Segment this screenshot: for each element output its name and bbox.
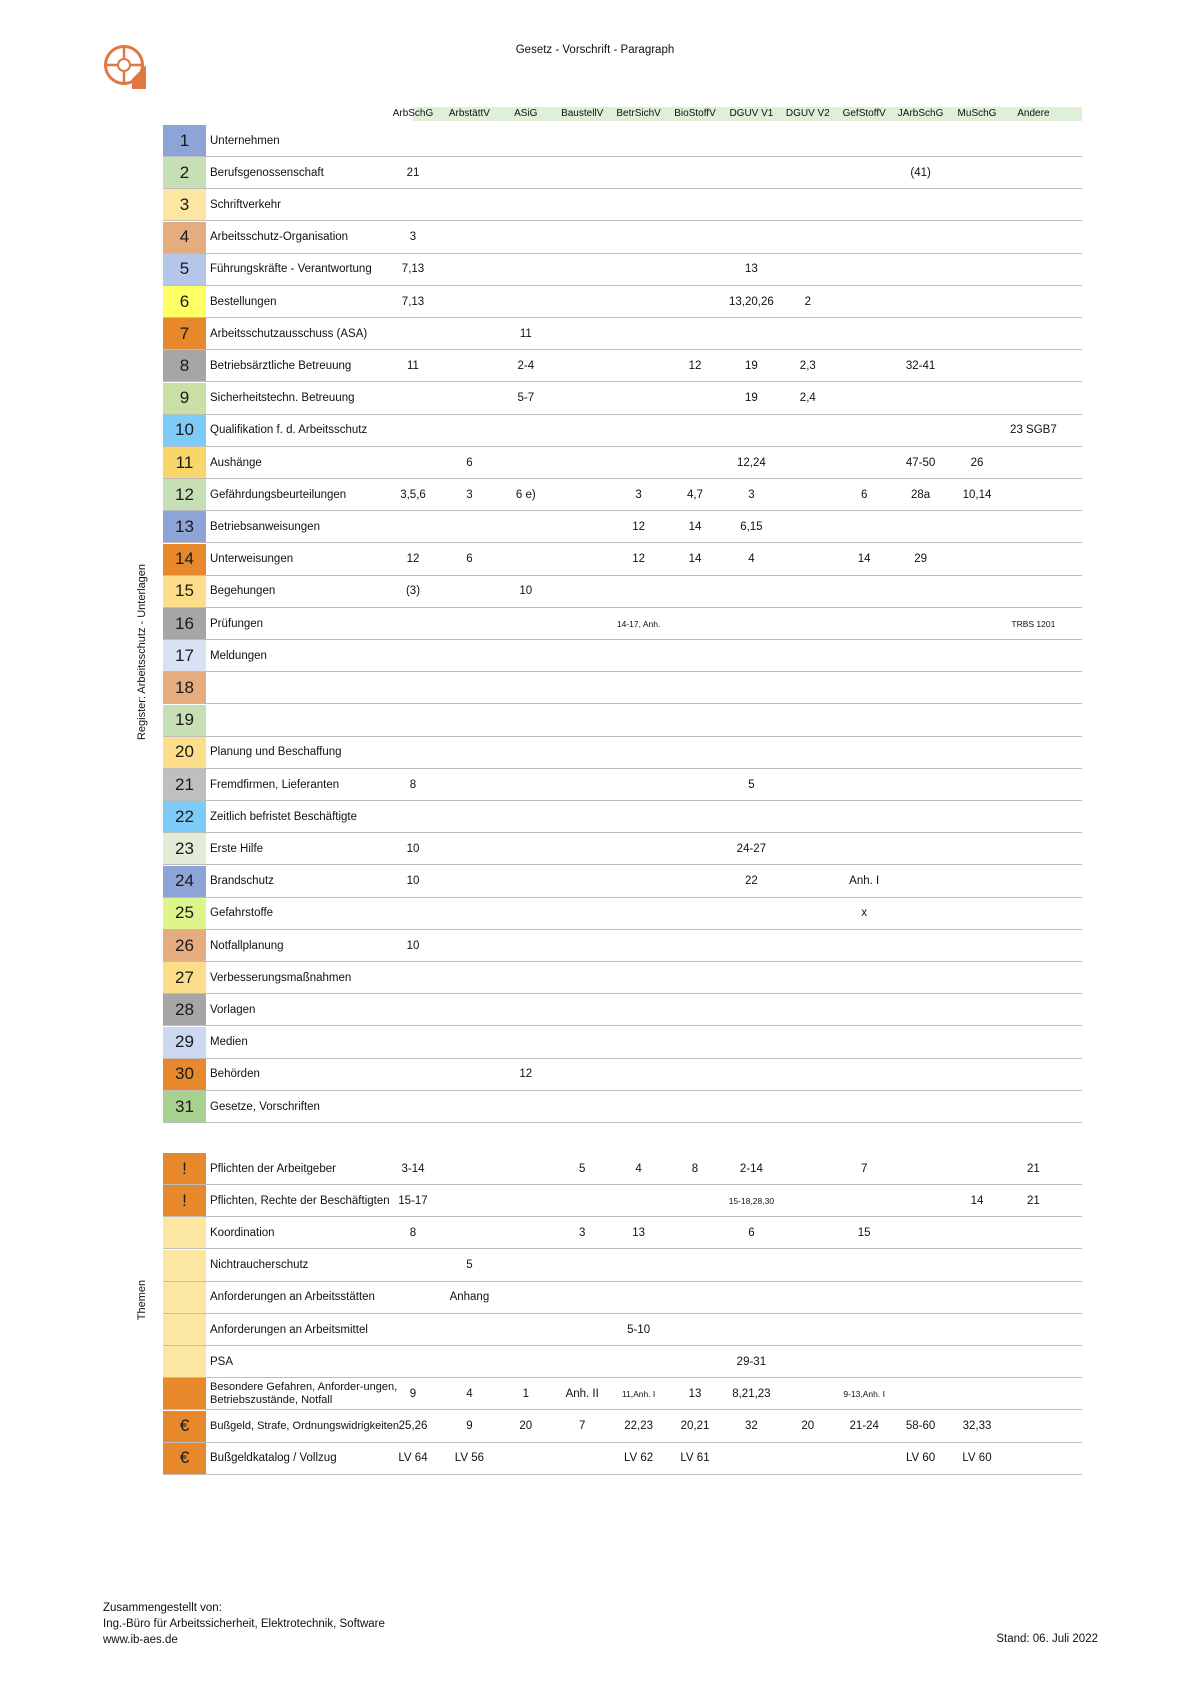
paragraph-cell: 2 xyxy=(804,295,811,308)
row-number-badge: 3 xyxy=(163,189,206,220)
row-number-badge: 6 xyxy=(163,286,206,317)
row-label: Koordination xyxy=(210,1226,275,1239)
paragraph-cell: 24-27 xyxy=(736,842,767,855)
paragraph-cell: 5-7 xyxy=(517,392,535,405)
table-row xyxy=(163,1027,1082,1059)
paragraph-cell: 6 xyxy=(466,553,473,566)
table-row xyxy=(163,898,1082,930)
paragraph-cell: 21 xyxy=(1026,1162,1040,1175)
row-number-badge: ! xyxy=(163,1185,206,1216)
table-row xyxy=(163,737,1082,769)
row-label: Gefährdungsbeurteilungen xyxy=(210,488,347,501)
paragraph-cell: 12 xyxy=(406,553,420,566)
row-label: Bestellungen xyxy=(210,295,277,308)
row-label: Prüfungen xyxy=(210,617,264,630)
paragraph-cell: 20,21 xyxy=(680,1420,710,1433)
table-row xyxy=(163,1282,1082,1314)
page-title: Gesetz - Vorschrift - Paragraph xyxy=(515,44,675,56)
table-row xyxy=(163,383,1082,415)
paragraph-cell: 22 xyxy=(744,875,758,888)
row-label: PSA xyxy=(210,1355,234,1368)
paragraph-cell: 12 xyxy=(632,520,645,533)
column-header: BetrSichV xyxy=(616,108,661,119)
table-row xyxy=(163,994,1082,1026)
table-row xyxy=(163,447,1082,479)
row-number-badge: 25 xyxy=(163,898,206,929)
row-number-badge: 7 xyxy=(163,318,206,349)
row-number-badge: 28 xyxy=(163,994,206,1025)
paragraph-cell: 12 xyxy=(632,553,645,566)
paragraph-cell: 13 xyxy=(632,1226,645,1239)
paragraph-cell: 3 xyxy=(635,488,642,501)
row-label: Gesetze, Vorschriften xyxy=(210,1100,320,1113)
row-number-badge: 12 xyxy=(163,479,206,510)
row-label: Brandschutz xyxy=(210,875,274,888)
paragraph-cell: 14 xyxy=(857,553,871,566)
paragraph-cell: 14 xyxy=(688,553,702,566)
paragraph-cell: 10 xyxy=(519,585,533,598)
row-number-badge xyxy=(163,1250,206,1281)
paragraph-cell: 9 xyxy=(409,1387,417,1400)
paragraph-cell: 10 xyxy=(406,842,420,855)
table-row xyxy=(163,544,1082,576)
paragraph-cell: 6 xyxy=(860,488,868,501)
paragraph-cell: 7,13 xyxy=(401,295,425,308)
table-row xyxy=(163,1153,1082,1185)
row-label: Zeitlich befristet Beschäftigte xyxy=(210,810,358,823)
table-row xyxy=(163,769,1082,801)
column-header: ASiG xyxy=(514,108,538,119)
row-label: Besondere Gefahren, Anforder-ungen, Betriebszustände, Notfall xyxy=(210,1380,398,1406)
column-header: BioStoffV xyxy=(674,108,716,119)
row-number-badge: 9 xyxy=(163,383,206,414)
row-label: Bußgeld, Strafe, Ordnungswidrigkeiten xyxy=(210,1419,399,1432)
row-label: Vorlagen xyxy=(210,1003,256,1016)
row-number-badge: 15 xyxy=(163,576,206,607)
table-row xyxy=(163,1443,1082,1475)
paragraph-cell: 32-41 xyxy=(905,359,936,372)
footer xyxy=(103,1600,385,1648)
row-number-badge xyxy=(163,1314,206,1345)
table-row xyxy=(163,672,1082,704)
row-label: Anforderungen an Arbeitsstätten xyxy=(210,1291,375,1304)
column-header: MuSchG xyxy=(957,108,997,119)
paragraph-cell: (3) xyxy=(405,585,421,598)
paragraph-cell: 19 xyxy=(744,392,758,405)
paragraph-cell: 21-24 xyxy=(849,1420,879,1433)
paragraph-cell: 15-17 xyxy=(398,1194,428,1207)
paragraph-cell: 1 xyxy=(522,1387,529,1400)
column-header: ArbSchG xyxy=(392,108,434,119)
row-label: Aushänge xyxy=(210,456,262,469)
paragraph-cell: 15 xyxy=(857,1226,871,1239)
row-label: Behörden xyxy=(210,1068,260,1081)
paragraph-cell: 28a xyxy=(911,488,931,501)
row-number-badge: 4 xyxy=(163,222,206,253)
row-number-badge: ! xyxy=(163,1153,206,1184)
table-row xyxy=(163,286,1082,318)
row-label: Unterweisungen xyxy=(210,553,294,566)
row-label: Verbesserungsmaßnahmen xyxy=(210,971,352,984)
column-header: DGUV V1 xyxy=(729,108,774,119)
table-row xyxy=(163,640,1082,672)
paragraph-cell: 6 xyxy=(466,456,473,469)
column-header: ArbstättV xyxy=(448,108,490,119)
row-label: Sicherheitstechn. Betreuung xyxy=(210,392,355,405)
row-label: Nichtraucherschutz xyxy=(210,1259,309,1272)
paragraph-cell: 2-14 xyxy=(739,1162,763,1175)
paragraph-cell: 11 xyxy=(519,327,532,340)
row-label: Begehungen xyxy=(210,585,276,598)
paragraph-cell: 5 xyxy=(748,778,755,791)
register-side-label: Register: Arbeitsschutz - Unterlagen xyxy=(136,563,148,741)
row-number-badge: 11 xyxy=(163,447,206,478)
table-row xyxy=(163,1250,1082,1282)
table-row xyxy=(163,318,1082,350)
row-number-badge: 26 xyxy=(163,930,206,961)
row-number-badge: 20 xyxy=(163,737,206,768)
row-label: Pflichten, Rechte der Beschäftigten xyxy=(210,1194,390,1207)
row-number-badge xyxy=(163,1378,206,1409)
table-row xyxy=(163,350,1082,382)
row-label: Erste Hilfe xyxy=(210,842,264,855)
table-row xyxy=(163,1185,1082,1217)
table-row xyxy=(163,189,1082,221)
table-row xyxy=(163,254,1082,286)
paragraph-cell: 12 xyxy=(688,359,702,372)
paragraph-cell: 3-14 xyxy=(401,1162,425,1175)
row-number-badge: 5 xyxy=(163,254,206,285)
paragraph-cell: 32,33 xyxy=(962,1420,992,1433)
paragraph-cell: 29 xyxy=(914,553,927,566)
paragraph-cell: 7,13 xyxy=(401,263,425,276)
table-row xyxy=(163,511,1082,543)
paragraph-cell: 4 xyxy=(748,553,755,566)
paragraph-cell: 6 e) xyxy=(515,488,536,501)
paragraph-cell: 5-10 xyxy=(627,1323,651,1336)
paragraph-cell: 19 xyxy=(744,359,758,372)
paragraph-cell: 7 xyxy=(860,1162,868,1175)
row-label: Anforderungen an Arbeitsmittel xyxy=(210,1323,368,1336)
paragraph-cell: 3 xyxy=(409,231,417,244)
paragraph-cell: Anh. II xyxy=(565,1387,599,1400)
paragraph-cell: x xyxy=(861,907,868,920)
paragraph-cell: TRBS 1201 xyxy=(1011,618,1056,629)
paragraph-cell: Anhang xyxy=(449,1291,490,1304)
paragraph-cell: 32 xyxy=(744,1420,758,1433)
paragraph-cell: 14 xyxy=(970,1194,984,1207)
paragraph-cell: 4 xyxy=(466,1387,473,1400)
table-row xyxy=(163,608,1082,640)
row-number-badge: 30 xyxy=(163,1059,206,1090)
row-label: Führungskräfte - Verantwortung xyxy=(210,263,372,276)
paragraph-cell: 3 xyxy=(748,488,755,501)
paragraph-cell: LV 60 xyxy=(962,1452,992,1465)
paragraph-cell: 14 xyxy=(688,520,702,533)
column-header: BaustellV xyxy=(561,108,604,119)
row-label: Bußgeldkatalog / Vollzug xyxy=(210,1452,337,1465)
row-label: Meldungen xyxy=(210,649,267,662)
paragraph-cell: 58-60 xyxy=(905,1420,936,1433)
table-row xyxy=(163,1091,1082,1123)
footer-line-2: Ing.-Büro für Arbeitssicherheit, Elektrotechnik, Software xyxy=(103,1618,385,1630)
paragraph-cell: 21 xyxy=(406,166,420,179)
row-number-badge: 14 xyxy=(163,544,206,575)
paragraph-cell: 29-31 xyxy=(736,1355,767,1368)
table-row xyxy=(163,1059,1082,1091)
row-label: Gefahrstoffe xyxy=(210,907,274,920)
row-label: Schriftverkehr xyxy=(210,198,281,211)
row-number-badge: 8 xyxy=(163,350,206,381)
column-header: DGUV V2 xyxy=(785,108,830,119)
paragraph-cell: 8 xyxy=(409,1226,417,1239)
paragraph-cell: 2,3 xyxy=(799,359,816,372)
column-header: Andere xyxy=(1017,108,1050,119)
paragraph-cell: 13 xyxy=(744,263,758,276)
table-row xyxy=(163,1217,1082,1249)
table-row xyxy=(163,222,1082,254)
table-row xyxy=(163,1314,1082,1346)
table-row xyxy=(163,833,1082,865)
row-label: Betriebsärztliche Betreuung xyxy=(210,359,352,372)
paragraph-cell: 14-17, Anh. xyxy=(616,618,661,629)
paragraph-cell: LV 60 xyxy=(905,1452,936,1465)
row-label: Pflichten der Arbeitgeber xyxy=(210,1162,336,1175)
row-number-badge: 18 xyxy=(163,672,206,703)
paragraph-cell: 4,7 xyxy=(687,488,703,501)
row-label: Unternehmen xyxy=(210,134,280,147)
paragraph-cell: 3 xyxy=(466,488,473,501)
paragraph-cell: 7 xyxy=(578,1420,586,1433)
row-number-badge: 2 xyxy=(163,157,206,188)
row-number-badge: 22 xyxy=(163,801,206,832)
paragraph-cell: (41) xyxy=(910,166,931,179)
row-number-badge: 23 xyxy=(163,833,206,864)
row-number-badge: 17 xyxy=(163,640,206,671)
row-number-badge: 19 xyxy=(163,705,206,736)
row-number-badge xyxy=(163,1282,206,1313)
row-number-badge xyxy=(163,1217,206,1248)
row-number-badge: 13 xyxy=(163,511,206,542)
paragraph-cell: 26 xyxy=(970,456,984,469)
paragraph-cell: 3,5,6 xyxy=(400,488,426,501)
paragraph-cell: 6 xyxy=(748,1226,755,1239)
row-number-badge: € xyxy=(163,1443,206,1474)
column-header-row xyxy=(392,107,1082,121)
paragraph-cell: 12 xyxy=(519,1068,533,1081)
row-number-badge: 10 xyxy=(163,415,206,446)
row-label: Betriebsanweisungen xyxy=(210,520,320,533)
paragraph-cell: 22,23 xyxy=(624,1420,653,1433)
paragraph-cell: 21 xyxy=(1026,1194,1040,1207)
footer-website: www.ib-aes.de xyxy=(103,1634,178,1646)
paragraph-cell: 25,26 xyxy=(398,1420,428,1433)
paragraph-cell: 8,21,23 xyxy=(732,1387,771,1400)
row-number-badge: 21 xyxy=(163,769,206,800)
paragraph-cell: 12,24 xyxy=(737,456,766,469)
table-row xyxy=(163,801,1082,833)
paragraph-cell: 2-4 xyxy=(517,359,535,372)
table-row xyxy=(163,1378,1082,1410)
row-number-badge: 16 xyxy=(163,608,206,639)
table-row xyxy=(163,866,1082,898)
row-label: Arbeitsschutz-Organisation xyxy=(210,231,349,244)
column-header: GefStoffV xyxy=(842,108,886,119)
paragraph-cell: 13 xyxy=(688,1387,702,1400)
row-number-badge: 24 xyxy=(163,866,206,897)
row-label: Arbeitsschutzausschuss (ASA) xyxy=(210,327,368,340)
paragraph-cell: 9 xyxy=(466,1420,473,1433)
table-row xyxy=(163,157,1082,189)
company-logo-icon xyxy=(104,45,148,89)
paragraph-cell: 15-18,28,30 xyxy=(728,1195,775,1206)
table-row xyxy=(163,576,1082,608)
paragraph-cell: 10 xyxy=(406,875,420,888)
paragraph-cell: 20 xyxy=(801,1420,815,1433)
paragraph-cell: 8 xyxy=(409,778,417,791)
row-number-badge: € xyxy=(163,1411,206,1442)
table-row xyxy=(163,125,1082,157)
table-row xyxy=(163,705,1082,737)
paragraph-cell: 20 xyxy=(519,1420,533,1433)
row-label: Qualifikation f. d. Arbeitsschutz xyxy=(210,424,368,437)
paragraph-cell: LV 62 xyxy=(623,1452,654,1465)
table-row xyxy=(163,1346,1082,1378)
row-number-badge: 29 xyxy=(163,1027,206,1058)
paragraph-cell: 10 xyxy=(406,939,420,952)
table-row xyxy=(163,962,1082,994)
table-row xyxy=(163,1411,1082,1443)
paragraph-cell: LV 56 xyxy=(454,1452,484,1465)
paragraph-cell: 9-13,Anh. I xyxy=(843,1388,885,1399)
table-row xyxy=(163,479,1082,511)
row-number-badge: 27 xyxy=(163,962,206,993)
table-row xyxy=(163,930,1082,962)
column-header: JArbSchG xyxy=(897,108,944,119)
paragraph-cell: 8 xyxy=(691,1162,699,1175)
themen-side-label: Themen xyxy=(136,1279,148,1321)
paragraph-cell: 10,14 xyxy=(962,488,992,501)
row-number-badge xyxy=(163,1346,206,1377)
paragraph-cell: 47-50 xyxy=(905,456,936,469)
row-number-badge: 1 xyxy=(163,125,206,156)
paragraph-cell: 13,20,26 xyxy=(729,295,774,308)
paragraph-cell: 11,Anh. I xyxy=(621,1388,656,1399)
paragraph-cell: 23 SGB7 xyxy=(1010,424,1057,437)
row-label: Notfallplanung xyxy=(210,939,284,952)
table-row xyxy=(163,415,1082,447)
paragraph-cell: LV 64 xyxy=(398,1452,428,1465)
paragraph-cell: LV 61 xyxy=(680,1452,710,1465)
paragraph-cell: 11 xyxy=(407,359,419,372)
footer-line-1: Zusammengestellt von: xyxy=(103,1602,222,1614)
paragraph-cell: 2,4 xyxy=(799,392,816,405)
row-number-badge: 31 xyxy=(163,1091,206,1122)
paragraph-cell: 5 xyxy=(466,1259,473,1272)
paragraph-cell: 5 xyxy=(578,1162,586,1175)
paragraph-cell: 6,15 xyxy=(740,520,763,533)
row-label: Planung und Beschaffung xyxy=(210,746,342,759)
paragraph-cell: Anh. I xyxy=(849,875,880,888)
stand-date: Stand: 06. Juli 2022 xyxy=(996,1633,1098,1645)
row-label: Berufsgenossenschaft xyxy=(210,166,324,179)
paragraph-cell: 3 xyxy=(578,1226,586,1239)
row-label: Fremdfirmen, Lieferanten xyxy=(210,778,340,791)
paragraph-cell: 4 xyxy=(635,1162,642,1175)
row-label: Medien xyxy=(210,1036,248,1049)
